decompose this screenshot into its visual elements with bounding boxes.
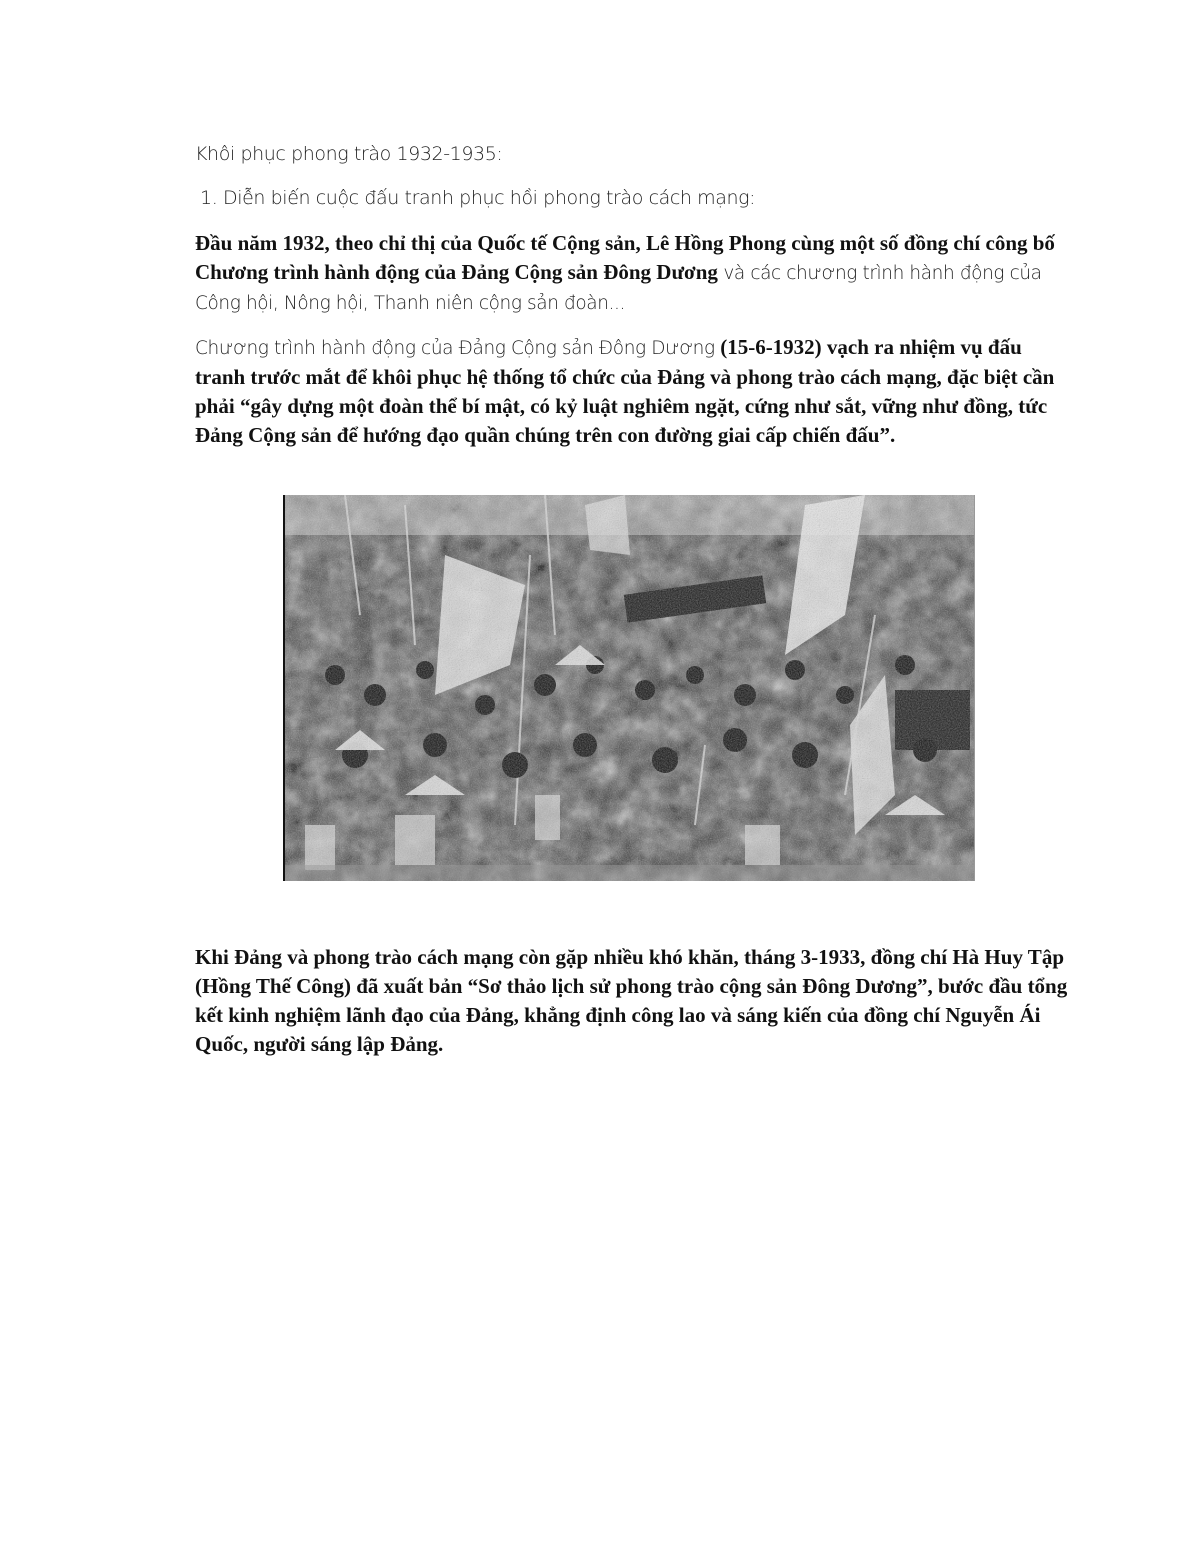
crowd-photo-illustration bbox=[285, 495, 974, 881]
list-item-text: Diễn biến cuộc đấu tranh phục hồi phong trào cách mạng: bbox=[222, 187, 756, 209]
historical-crowd-photo bbox=[283, 495, 975, 881]
paragraph-3 bbox=[195, 943, 1075, 1059]
numbered-list-item bbox=[200, 187, 755, 209]
paragraph-2-normal: Chương trình hành động của Đảng Cộng sản Đông Dương bbox=[195, 338, 721, 359]
paragraph-2-bold: (15-6-1932) vạch ra nhiệm vụ đấu tranh trước mắt để khôi phục hệ thống tổ chức của Đảng và phong trào cách mạng, đặc biệt cần phải “gây dựng một đoàn thể bí mật, có kỷ luật nghiêm ngặt, cứng như sắt, vững như đồng, tức Đảng Cộng sản để hướng đạo quần chúng trên con đường giai cấp chiến đấu”. bbox=[195, 335, 1055, 447]
paragraph-1-normal: và các chương trình hành động của Công hội, Nông hội, Thanh niên cộng sản đoàn... bbox=[195, 263, 1042, 314]
paragraph-1-bold: Đầu năm 1932, theo chỉ thị của Quốc tế Cộng sản, Lê Hồng Phong cùng một số đồng chí công bố Chương trình hành động của Đảng Cộng sản Đông Dương bbox=[195, 231, 1055, 284]
paragraph-3-text: Khi Đảng và phong trào cách mạng còn gặp nhiều khó khăn, tháng 3-1933, đồng chí Hà Huy Tập (Hồng Thế Công) đã xuất bản “Sơ thảo lịch sử phong trào cộng sản Đông Dương”, bước đầu tổng kết kinh nghiệm lãnh đạo của Đảng, khẳng định công lao và sáng kiến của đồng chí Nguyễn Ái Quốc, người sáng lập Đảng. bbox=[195, 945, 1068, 1056]
list-number: 1. bbox=[200, 187, 218, 209]
paragraph-2 bbox=[195, 333, 1075, 450]
section-heading: Khôi phục phong trào 1932-1935: bbox=[195, 143, 503, 165]
paragraph-1 bbox=[195, 229, 1075, 318]
